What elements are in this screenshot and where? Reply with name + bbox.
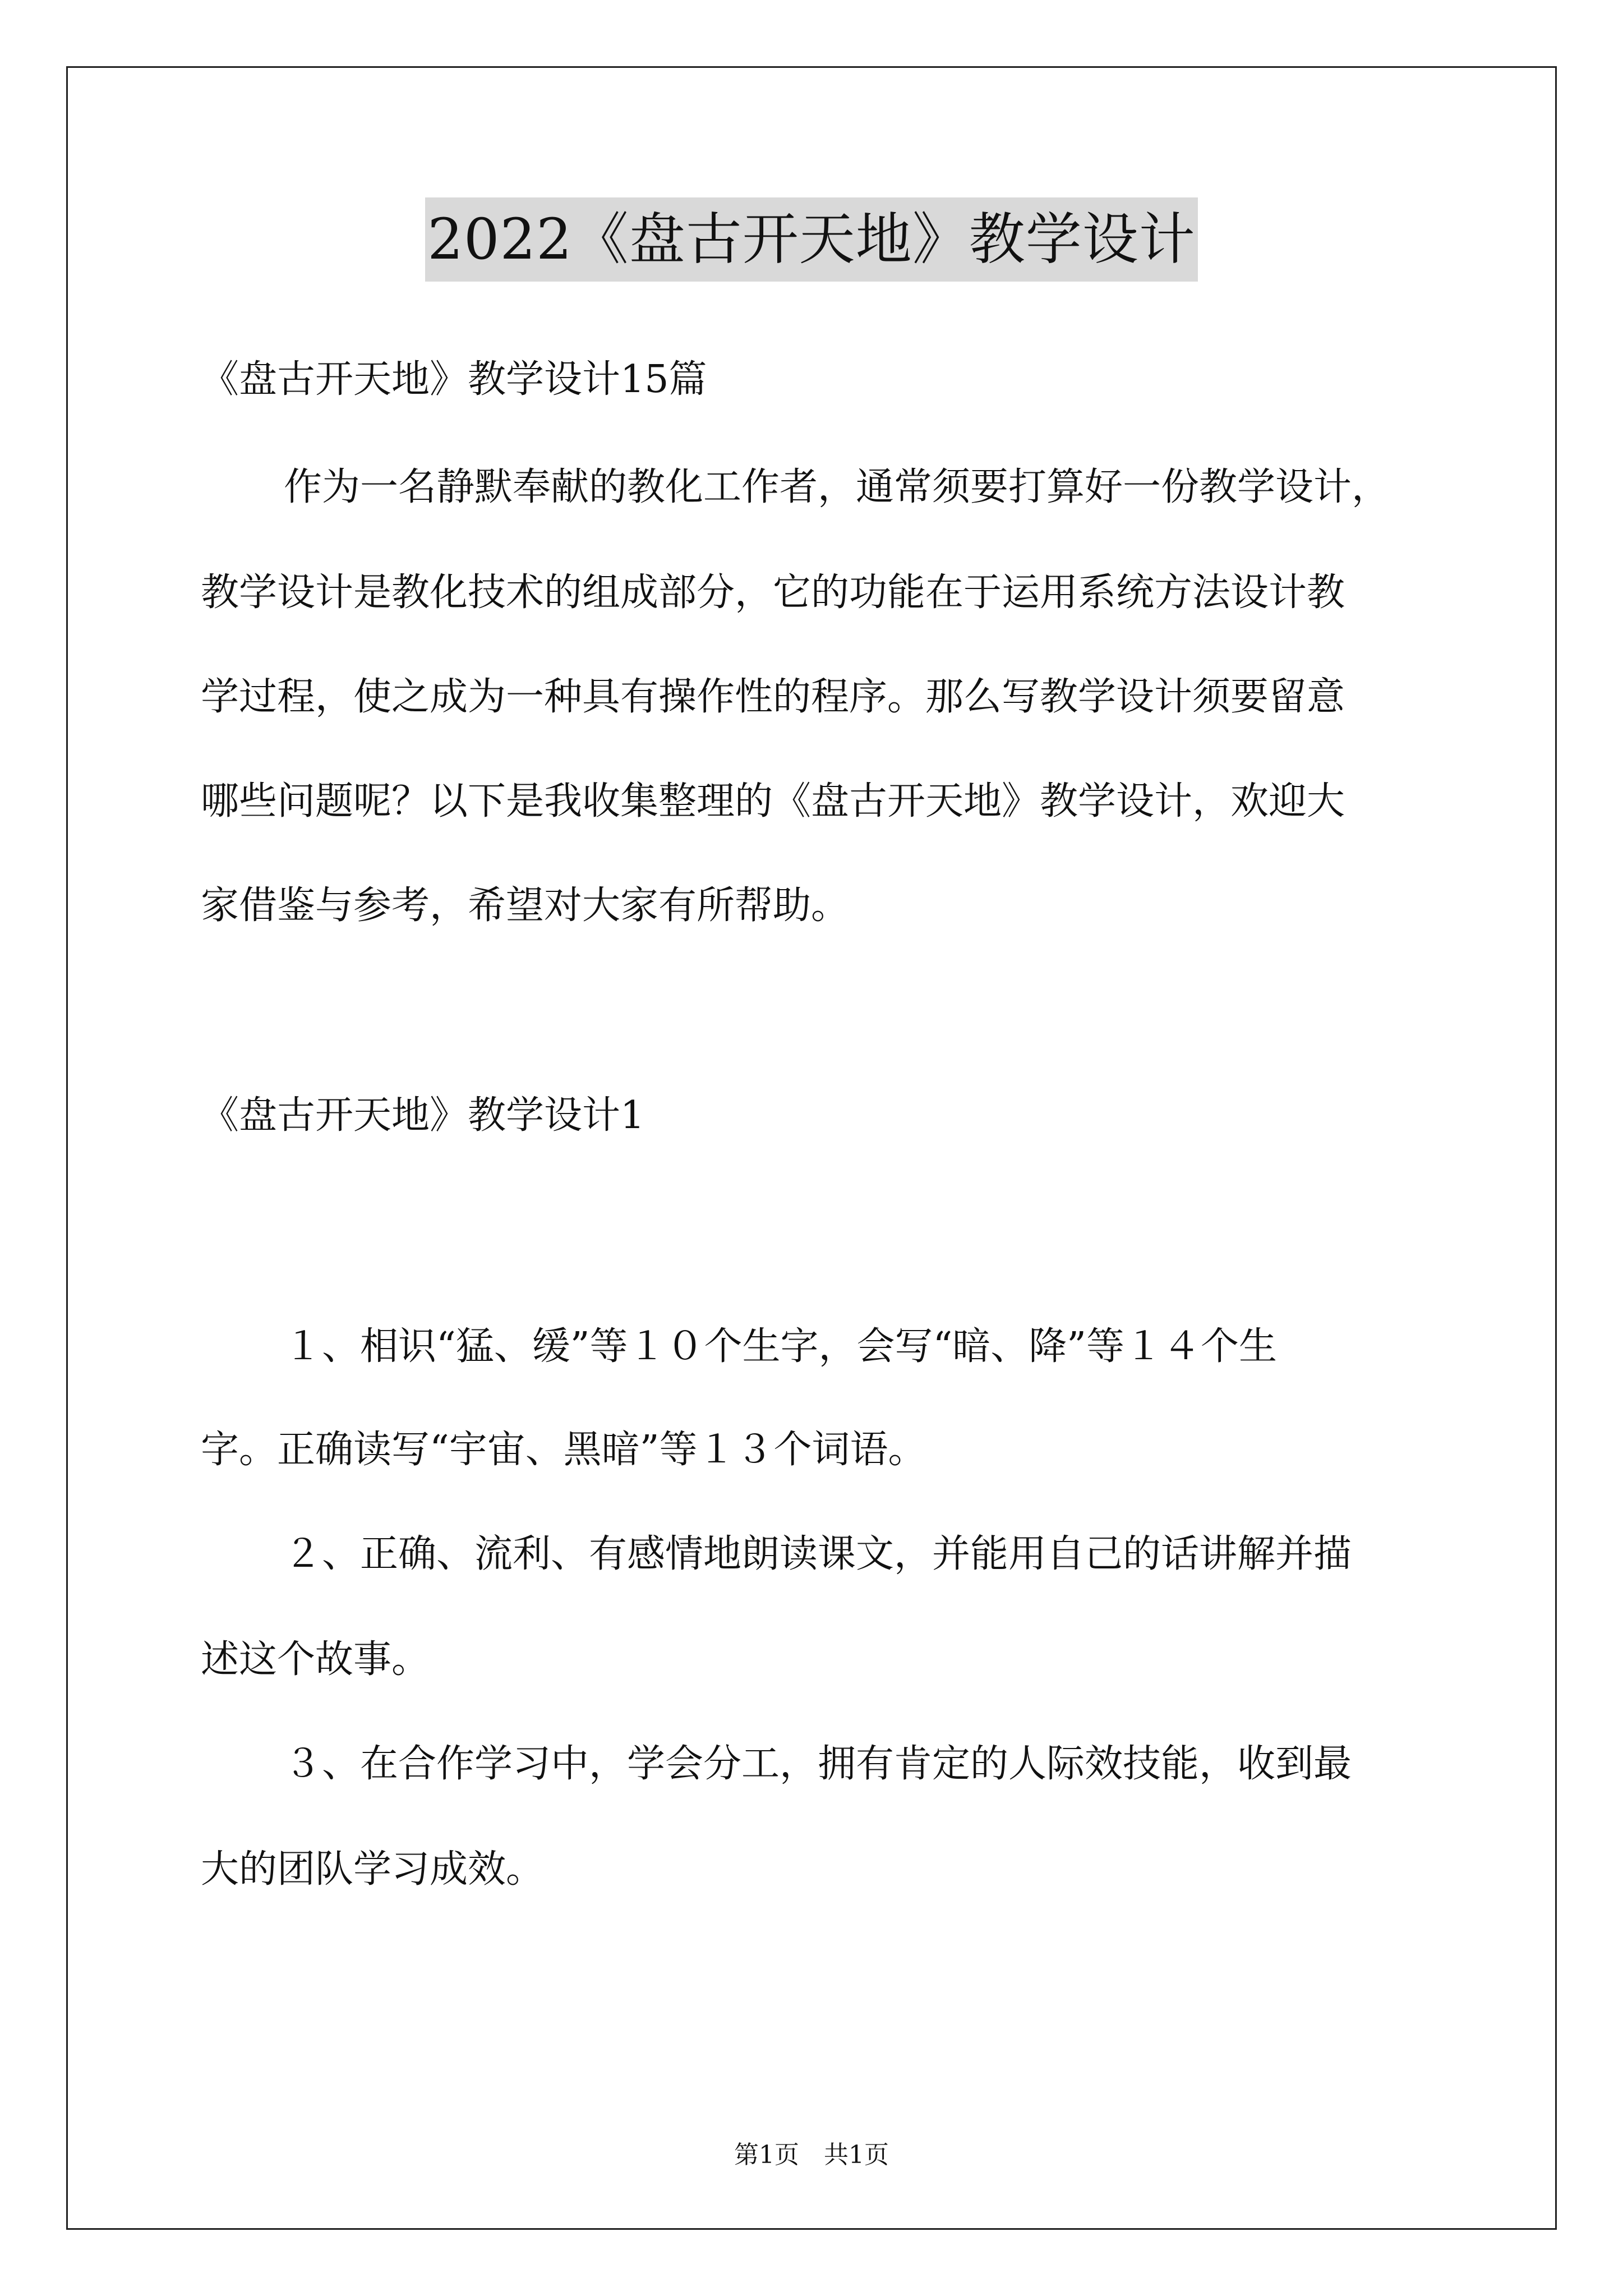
objective-line-6: 大的团队学习成效。 — [201, 1847, 545, 1892]
section-heading: 《盘古开天地》教学设计1 — [201, 1093, 645, 1138]
objective-line-5: ３、在合作学习中，学会分工，拥有肯定的人际效技能，收到最 — [284, 1742, 1352, 1786]
objective-line-3: ２、正确、流利、有感情地朗读课文，并能用自己的话讲解并描 — [284, 1532, 1352, 1576]
objective-line-4: 述这个故事。 — [201, 1637, 430, 1682]
title-wrap — [0, 197, 1623, 282]
intro-line-5: 家借鉴与参考，希望对大家有所帮助。 — [201, 884, 850, 928]
objective-line-2: 字。正确读写“宇宙、黑暗”等１３个词语。 — [201, 1428, 926, 1472]
intro-line-3: 学过程，使之成为一种具有操作性的程序。那么写教学设计须要留意 — [201, 675, 1345, 719]
objective-line-1: １、相识“猛、缓”等１０个生字，会写“暗、降”等１４个生 — [284, 1324, 1278, 1369]
page-footer: 第1页 共1页 — [734, 2141, 889, 2169]
document-subtitle: 《盘古开天地》教学设计15篇 — [201, 357, 707, 402]
intro-line-4: 哪些问题呢？以下是我收集整理的《盘古开天地》教学设计，欢迎大 — [201, 779, 1345, 823]
document-title: 2022《盘古开天地》教学设计 — [425, 197, 1198, 282]
intro-line-1: 作为一名静默奉献的教化工作者，通常须要打算好一份教学设计， — [284, 465, 1390, 509]
intro-line-2: 教学设计是教化技术的组成部分，它的功能在于运用系统方法设计教 — [201, 570, 1345, 615]
